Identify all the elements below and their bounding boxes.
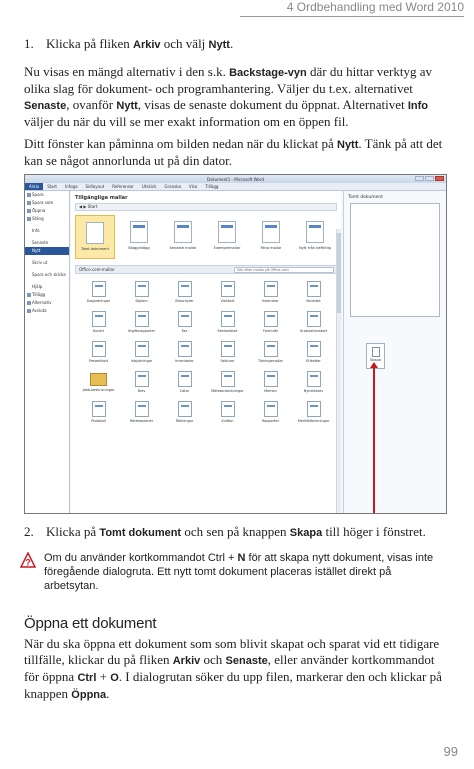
template-label: Jobb-beskrivningar	[82, 388, 115, 392]
nav-item-label: Öppna	[32, 208, 46, 213]
nav-item[interactable]	[25, 299, 69, 307]
office-label: Office.com-mallar	[79, 267, 115, 272]
nav-item-label: Hjälp	[32, 284, 43, 289]
template-label: Tomt dokument	[81, 247, 109, 251]
template-label: Presentkort	[88, 359, 109, 363]
ribbon-tabs	[25, 183, 446, 191]
nav-item-label: Alternativ	[32, 300, 52, 305]
step-number: 1.	[24, 36, 34, 51]
nav-item-icon	[27, 293, 31, 297]
template-label: Meritförteckningar	[297, 419, 330, 423]
template-icon	[130, 221, 148, 243]
running-header: 4 Ordbehandling med Word 2010	[240, 0, 464, 17]
nav-item-label: Senaste	[32, 240, 49, 245]
template-category[interactable]	[120, 278, 163, 306]
nav-item[interactable]	[25, 207, 69, 215]
template-label: Memon	[264, 389, 277, 393]
template-icon	[92, 311, 106, 327]
scroll-thumb[interactable]	[337, 233, 341, 313]
template-icon	[178, 281, 192, 297]
template-icon	[264, 281, 278, 297]
template-label: Formulär	[262, 329, 279, 333]
template-icon	[307, 341, 321, 357]
keyword: N	[237, 552, 246, 564]
title-bar	[25, 175, 446, 183]
preview-title: Tomt dokument	[348, 195, 384, 200]
template-category[interactable]	[77, 278, 120, 306]
template-category[interactable]	[120, 338, 163, 366]
template-category[interactable]	[249, 398, 292, 426]
template-label: Tidningsmallar	[258, 359, 283, 363]
template-label: Nytt från befintlig	[299, 246, 331, 250]
office-search-input[interactable]: Sök efter mallar på Office.com	[234, 267, 334, 273]
template-icon	[221, 401, 235, 417]
keyword: Arkiv	[172, 655, 201, 667]
keyword: O	[110, 672, 119, 684]
template-label: Senaste mallar	[169, 246, 197, 250]
window-title: Dokument1 - Microsoft Word	[206, 176, 264, 182]
template-label: Fakturor	[220, 359, 235, 363]
template-icon	[135, 281, 149, 297]
template-icon	[264, 311, 278, 327]
template-label: Visitkort	[220, 299, 235, 303]
nav-item[interactable]	[25, 259, 69, 267]
template-icon	[135, 341, 149, 357]
template-label: Inbjudningar	[130, 359, 153, 363]
step-1: 1. Klicka på fliken Arkiv och välj Nytt.	[24, 36, 234, 51]
folder-icon	[90, 373, 107, 386]
template-icon	[86, 222, 104, 244]
template-icon	[221, 341, 235, 357]
template-icon	[307, 371, 321, 387]
keyword: Nytt	[208, 39, 230, 51]
ribbon-tab[interactable]: Visa	[188, 184, 198, 189]
template-label: Räkningar	[175, 419, 194, 423]
nav-item-label: Nytt	[32, 248, 41, 253]
template-label: Gratulationskort	[299, 329, 328, 333]
nav-item-label: Spara	[32, 192, 44, 197]
maximize-button[interactable]	[425, 176, 434, 181]
template-icon	[221, 371, 235, 387]
nav-item-icon	[27, 209, 31, 213]
ribbon-tab[interactable]: Referenser	[112, 184, 134, 189]
template-category[interactable]	[292, 338, 335, 366]
nav-item-icon	[27, 217, 31, 221]
template-icon	[178, 401, 192, 417]
template-icon	[306, 221, 324, 243]
template-label: Rapporter	[262, 419, 279, 423]
template-category[interactable]	[120, 368, 163, 396]
step-number: 2.	[24, 524, 34, 539]
template-category[interactable]	[292, 308, 335, 336]
template-category[interactable]	[77, 368, 120, 396]
template-category[interactable]	[249, 338, 292, 366]
page-number: 99	[443, 744, 458, 759]
keyword: Öppna	[71, 689, 107, 701]
keyword: Senaste	[225, 655, 268, 667]
template-category[interactable]	[77, 308, 120, 336]
template-label: Broschyrer	[175, 299, 194, 303]
featured-template[interactable]	[295, 215, 335, 259]
template-category[interactable]	[120, 398, 163, 426]
template-icon	[174, 221, 192, 243]
keyword: Senaste	[24, 100, 67, 112]
template-category[interactable]	[163, 308, 206, 336]
nav-item[interactable]	[25, 199, 69, 207]
template-label: Fax	[181, 329, 188, 333]
template-label: Nyhetsbrev	[303, 389, 324, 393]
ribbon-tab[interactable]: Granska	[164, 184, 181, 189]
template-icon	[135, 401, 149, 417]
template-icon	[221, 311, 235, 327]
template-icon	[92, 281, 106, 297]
template-icon	[221, 281, 235, 297]
template-label: Kvitton	[221, 419, 234, 423]
template-label: Listor	[179, 389, 190, 393]
keyword: Skapa	[289, 527, 323, 539]
nav-item-icon	[27, 301, 31, 305]
nav-item[interactable]	[25, 283, 69, 291]
keyword: Info	[407, 100, 429, 112]
template-label: Etiketter	[306, 359, 321, 363]
paragraph-open: När du ska öppna ett dokument som som blivit skapat och sparat vid ett tidigare tillfälle, klickar du på fliken Arkiv och Senaste, eller använder kortkommandot för öppna Ctrl + O. I dialogrutan söker du upp filen, markerar den och klickar på knappen Öppna.	[24, 636, 442, 701]
featured-template[interactable]	[75, 215, 115, 259]
nav-item-label: Spara och skicka	[32, 272, 66, 277]
paragraph-backstage: Nu visas en mängd alternativ i den s.k. Backstage-vyn där du hittar verktyg av olika slag för dokument- och programhantering. Väljer du t.ex. alternativet Senaste, ovanför Nytt, visas de senaste dokument du öppnat. Alternativet Info väljer du när du vill se mer exakt information om en öppen fil.	[24, 64, 432, 129]
template-label: Diplom	[135, 299, 148, 303]
nav-item[interactable]	[25, 227, 69, 235]
template-icon	[178, 311, 192, 327]
nav-item-label: Info	[32, 228, 40, 233]
nav-item-label: Avsluta	[32, 308, 47, 313]
template-label: Blogginlägg	[128, 246, 150, 250]
template-category[interactable]	[206, 338, 249, 366]
template-category[interactable]	[249, 278, 292, 306]
template-category[interactable]	[163, 368, 206, 396]
template-icon	[264, 401, 278, 417]
nav-item-label: Stäng	[32, 216, 44, 221]
home-label: Start	[87, 204, 98, 209]
template-icon	[262, 221, 280, 243]
keyword: Backstage-vyn	[229, 67, 307, 79]
template-icon	[135, 371, 149, 387]
template-icon	[307, 281, 321, 297]
template-label: Protokoll	[91, 419, 106, 423]
create-label: Skapa	[370, 358, 381, 362]
ribbon-tab[interactable]: Arkiv	[25, 183, 43, 190]
template-icon	[92, 401, 106, 417]
template-label: Kontrakt	[306, 299, 321, 303]
nav-item[interactable]	[25, 291, 69, 299]
template-icon	[178, 341, 192, 357]
close-button[interactable]	[435, 176, 444, 181]
nav-item-icon	[27, 201, 31, 205]
template-navbar[interactable]: ◀ ▶ Start	[75, 203, 337, 211]
nav-item-label: Skriv ut	[32, 260, 48, 265]
template-category[interactable]	[163, 278, 206, 306]
template-category[interactable]	[163, 398, 206, 426]
featured-template[interactable]	[119, 215, 159, 259]
word-backstage-screenshot	[24, 174, 447, 514]
scrollbar[interactable]	[336, 229, 341, 513]
nav-item[interactable]	[25, 191, 69, 199]
template-label: Inventarier	[175, 359, 194, 363]
template-label: Kuvert	[92, 329, 105, 333]
template-category[interactable]	[77, 398, 120, 426]
template-category[interactable]	[292, 368, 335, 396]
template-label: Mötesanteckningar	[211, 389, 244, 393]
tip-warning-icon	[20, 552, 36, 568]
template-icon	[264, 341, 278, 357]
nav-item[interactable]	[25, 307, 69, 315]
ribbon-tab[interactable]: Start	[47, 184, 57, 189]
keyword: Nytt	[337, 139, 359, 151]
featured-template[interactable]	[207, 215, 247, 259]
nav-item-icon	[27, 193, 31, 197]
keyword: Nytt	[116, 100, 138, 112]
document-icon	[372, 347, 380, 357]
nav-item[interactable]	[25, 239, 69, 247]
featured-template[interactable]	[251, 215, 291, 259]
keyword: Arkiv	[133, 39, 161, 51]
keyword: Tomt dokument	[99, 527, 182, 539]
template-label: Brev	[137, 389, 146, 393]
section-heading: Öppna ett dokument	[24, 615, 157, 632]
ribbon-tab[interactable]: Infoga	[64, 184, 78, 189]
template-label: Utgiftsrapporter	[127, 329, 156, 333]
keyword: Ctrl	[77, 672, 97, 684]
featured-templates	[71, 211, 341, 263]
template-icon	[178, 371, 192, 387]
arrow-line	[373, 367, 375, 514]
template-icon	[264, 371, 278, 387]
template-category[interactable]	[206, 278, 249, 306]
section-title: Tillgängliga mallar	[75, 195, 128, 201]
template-label: Rörelseplaner	[129, 419, 154, 423]
nav-item-label: Spara som	[32, 200, 54, 205]
minimize-button[interactable]	[415, 176, 424, 181]
office-templates-bar	[75, 265, 337, 274]
template-icon	[307, 401, 321, 417]
nav-item-icon	[27, 309, 31, 313]
available-templates	[71, 191, 341, 513]
step-2: 2. Klicka på Tomt dokument och sen på knappen Skapa till höger i fönstret.	[24, 524, 426, 539]
ribbon-tab[interactable]: Tillägg	[205, 184, 219, 189]
template-icon	[92, 341, 106, 357]
template-label: Reklamblad	[217, 329, 238, 333]
featured-template[interactable]	[163, 215, 203, 259]
template-label: Exempelmallar	[213, 246, 241, 250]
ribbon-tab[interactable]: Sidlayout	[85, 184, 105, 189]
template-category[interactable]	[249, 308, 292, 336]
template-category[interactable]	[292, 398, 335, 426]
template-category[interactable]	[206, 368, 249, 396]
nav-item[interactable]	[25, 271, 69, 279]
template-label: Dagordningar	[86, 299, 111, 303]
template-category[interactable]	[163, 338, 206, 366]
nav-item[interactable]	[25, 247, 69, 255]
ribbon-tab[interactable]: Utskick	[141, 184, 157, 189]
template-category[interactable]	[249, 368, 292, 396]
template-grid	[71, 276, 341, 428]
template-category[interactable]	[120, 308, 163, 336]
template-label: Kalendrar	[262, 299, 279, 303]
template-category[interactable]	[206, 398, 249, 426]
template-category[interactable]	[292, 278, 335, 306]
template-icon	[307, 311, 321, 327]
preview-page	[350, 203, 440, 317]
nav-item[interactable]	[25, 215, 69, 223]
preview-pane	[343, 191, 446, 513]
template-icon	[218, 221, 236, 243]
template-icon	[135, 311, 149, 327]
backstage-nav	[25, 191, 70, 513]
tip-text: Om du använder kortkommandot Ctrl + N för att skapa nytt dokument, visas inte föregående dialogruta. Ett nytt tomt dokument placeras istället direkt på arbetsytan.	[44, 552, 434, 592]
paragraph-window: Ditt fönster kan påminna om bilden nedan när du klickat på Nytt. Tänk på att det kan se något annorlunda ut på din dator.	[24, 136, 443, 168]
template-label: Mina mallar	[260, 246, 282, 250]
nav-item-label: Tillägg	[32, 292, 46, 297]
template-category[interactable]	[206, 308, 249, 336]
svg-text:?: ?	[25, 557, 31, 568]
template-category[interactable]	[77, 338, 120, 366]
